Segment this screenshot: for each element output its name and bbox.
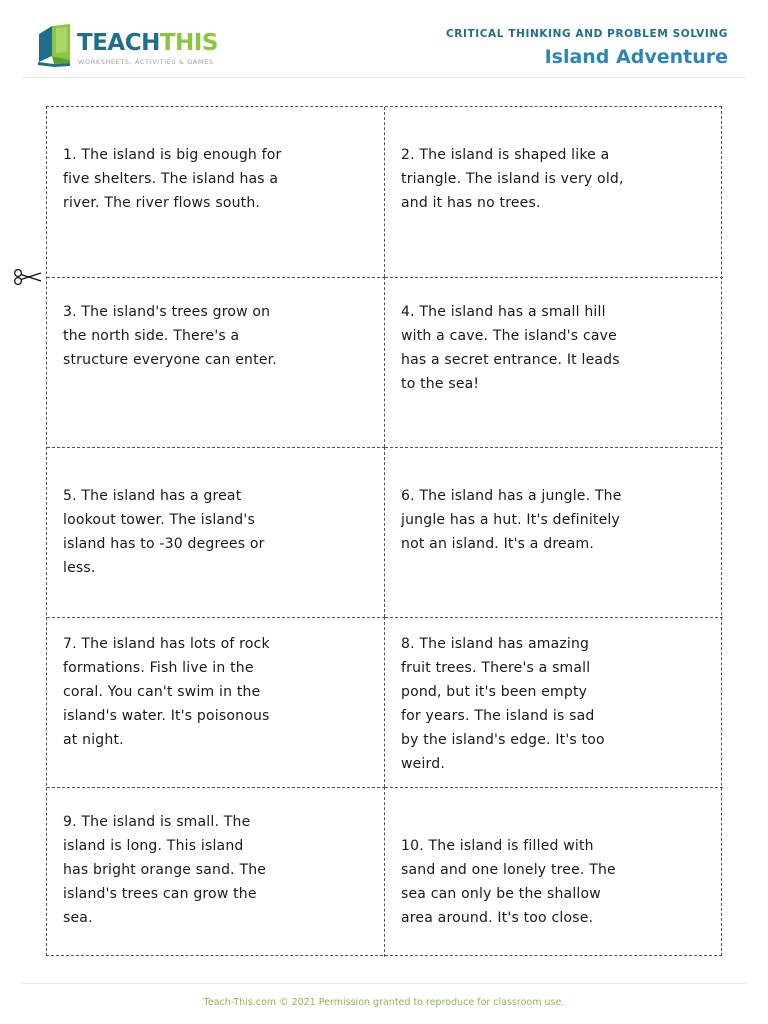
card-line: 9. The island is small. The (63, 814, 251, 830)
card-line: and it has no trees. (401, 195, 541, 211)
card-line: less. (63, 560, 96, 576)
logo-tagline: WORKSHEETS, ACTIVITIES & GAMES (78, 58, 214, 66)
cut-out-cards-grid (46, 106, 722, 956)
card-5 (47, 447, 385, 617)
card-text (63, 143, 370, 215)
card-line: sea can only be the shallow (401, 886, 601, 902)
logo-teach: TEACH (77, 30, 160, 56)
card-line: has a secret entrance. It leads (401, 352, 620, 368)
card-line: 7. The island has lots of rock (63, 636, 270, 652)
card-8 (385, 617, 723, 787)
card-line: 1. The island is big enough for (63, 147, 282, 163)
card-text (401, 834, 709, 930)
card-line: 3. The island's trees grow on (63, 304, 271, 320)
card-line: formations. Fish live in the (63, 660, 254, 676)
card-line: the north side. There's a (63, 328, 240, 344)
card-line: 8. The island has amazing (401, 636, 590, 652)
card-line: five shelters. The island has a (63, 171, 279, 187)
worksheet-title: Island Adventure (544, 46, 728, 68)
card-3 (47, 277, 385, 447)
card-line: coral. You can't swim in the (63, 684, 261, 700)
card-line: has bright orange sand. The (63, 862, 267, 878)
card-text (401, 484, 709, 556)
header-titles (446, 27, 728, 69)
card-7 (47, 617, 385, 787)
card-text (401, 300, 709, 396)
card-line: fruit trees. There's a small (401, 660, 591, 676)
card-line: river. The river flows south. (63, 195, 261, 211)
logo-wordmark (77, 30, 218, 56)
card-line: jungle has a hut. It's definitely (401, 512, 621, 528)
card-line: with a cave. The island's cave (401, 328, 617, 344)
card-9 (47, 787, 385, 957)
card-line: triangle. The island is very old, (401, 171, 624, 187)
logo-this: THIS (159, 30, 218, 56)
card-line: lookout tower. The island's (63, 512, 255, 528)
card-line: 4. The island has a small hill (401, 304, 606, 320)
card-6 (385, 447, 723, 617)
card-line: 6. The island has a jungle. The (401, 488, 622, 504)
card-text (63, 632, 370, 752)
card-10 (385, 787, 723, 957)
card-2 (385, 107, 723, 277)
card-line: island is long. This island (63, 838, 244, 854)
copyright-footer: Teach-This.com © 2021 Permission granted to reproduce for classroom use. (203, 997, 565, 1008)
worksheet-category: CRITICAL THINKING AND PROBLEM SOLVING (445, 28, 728, 40)
card-line: not an island. It's a dream. (401, 536, 595, 552)
card-4 (385, 277, 723, 447)
card-line: to the sea! (401, 376, 480, 392)
card-1 (47, 107, 385, 277)
card-text (63, 810, 370, 930)
card-line: 2. The island is shaped like a (401, 147, 610, 163)
card-line: sea. (63, 910, 93, 926)
card-line: 10. The island is filled with (401, 838, 594, 854)
card-line: area around. It's too close. (401, 910, 594, 926)
scissors-icon (12, 268, 42, 286)
card-line: at night. (63, 732, 124, 748)
card-line: for years. The island is sad (401, 708, 595, 724)
card-line: structure everyone can enter. (63, 352, 277, 368)
card-line: island's trees can grow the (63, 886, 257, 902)
card-line: weird. (401, 756, 445, 772)
card-line: 5. The island has a great (63, 488, 242, 504)
card-text (63, 484, 370, 580)
card-line: island has to -30 degrees or (63, 536, 265, 552)
card-line: island's water. It's poisonous (63, 708, 270, 724)
card-text (401, 632, 709, 776)
footer-divider (22, 983, 746, 984)
header-divider (22, 77, 746, 78)
teach-this-logo[interactable] (36, 22, 236, 70)
book-icon (36, 22, 76, 68)
card-line: by the island's edge. It's too (401, 732, 605, 748)
card-text (63, 300, 370, 372)
card-line: sand and one lonely tree. The (401, 862, 616, 878)
card-line: pond, but it's been empty (401, 684, 588, 700)
page-header (0, 0, 768, 78)
card-text (401, 143, 709, 215)
